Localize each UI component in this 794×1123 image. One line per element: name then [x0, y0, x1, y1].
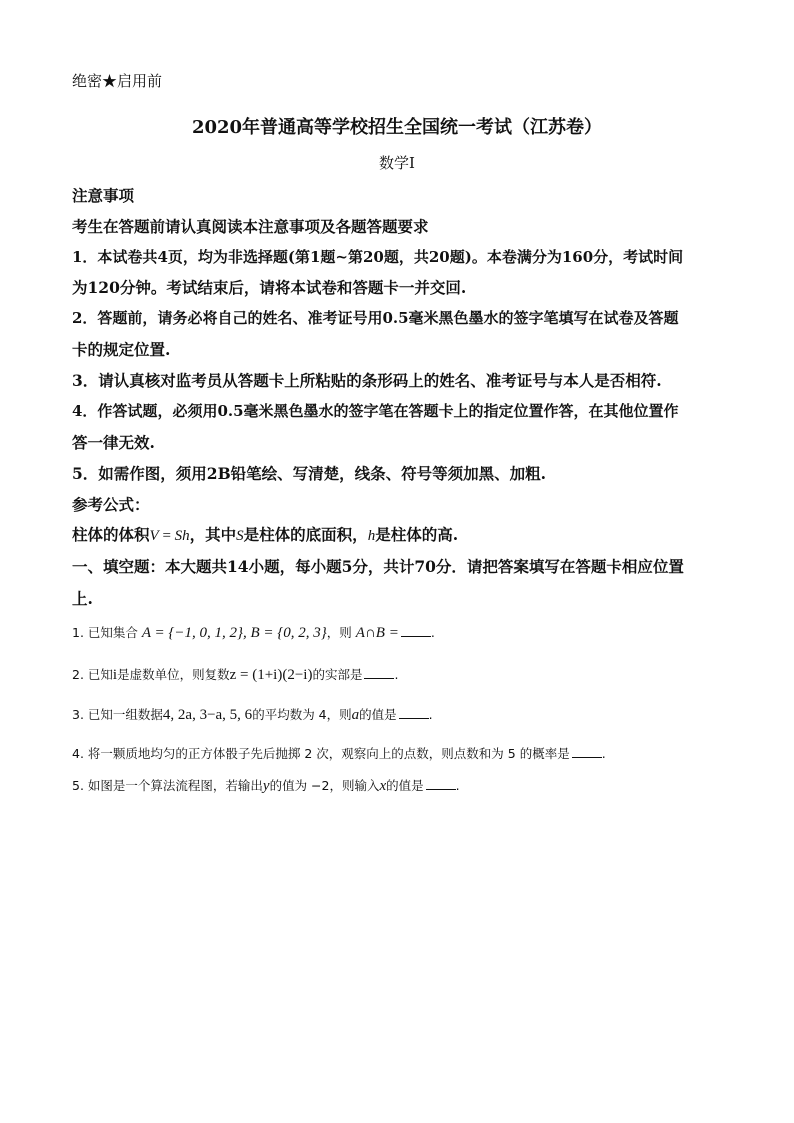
notice-item-2-line-2: 卡的规定位置.	[72, 340, 171, 359]
question-3-a: a	[351, 707, 360, 723]
question-5-x: x	[379, 778, 387, 794]
section-1-line-2: 上.	[72, 589, 93, 608]
formula-s: S	[236, 528, 244, 544]
notice-item-1-line-1: 1．本试卷共4页，均为非选择题(第1题~第20题，共20题)。本卷满分为160分，考试时间	[72, 248, 684, 266]
question-4	[72, 744, 606, 762]
notice-item-1-line-2: 为120分钟。考试结束后，请将本试卷和答题卡一并交回.	[72, 278, 467, 297]
question-5-end: .	[455, 778, 460, 793]
question-3-mid-1: 的平均数为 4，则	[252, 707, 352, 722]
question-1-sets: A = {−1, 0, 1, 2}, B = {0, 2, 3}	[141, 625, 327, 641]
answer-blank	[399, 717, 429, 719]
question-4-text: 4. 将一颗质地均匀的正方体骰子先后抛掷 2 次，观察向上的点数，则点数和为 5 的概率是	[72, 746, 570, 761]
question-3	[72, 705, 433, 724]
question-5-prefix: 5. 如图是一个算法流程图，若输出	[72, 778, 263, 793]
question-2-prefix: 2. 已知	[72, 667, 113, 682]
answer-blank	[572, 756, 602, 758]
question-3-data: 4, 2a, 3−a, 5, 6	[162, 707, 253, 723]
notice-item-3: 3．请认真核对监考员从答题卡上所粘贴的条形码上的姓名、准考证号与本人是否相符.	[72, 371, 662, 390]
question-1-end: .	[430, 625, 435, 640]
formula-heading: 参考公式：	[72, 495, 150, 514]
question-5-y: y	[262, 778, 270, 794]
formula-line	[72, 523, 724, 545]
question-2-mid-2: 的实部是	[312, 667, 363, 682]
answer-blank	[364, 677, 394, 679]
formula-h: h	[367, 528, 376, 544]
question-2-complex: z = (1+i)(2−i)	[229, 667, 313, 683]
formula-prefix: 柱体的体积	[72, 525, 150, 544]
question-5-mid-1: 的值为 −2，则输入	[269, 778, 380, 793]
question-5	[72, 776, 460, 795]
exam-title: 2020年普通高等学校招生全国统一考试（江苏卷）	[191, 117, 603, 138]
formula-mid-1: ，其中	[189, 525, 237, 544]
question-1	[72, 623, 435, 642]
subject-title: 数学Ⅰ	[379, 154, 415, 172]
question-2	[72, 665, 398, 684]
question-2-i: i	[112, 667, 118, 683]
question-2-end: .	[394, 667, 399, 682]
notice-intro: 考生在答题前请认真阅读本注意事项及各题答题要求	[72, 217, 429, 236]
notice-item-4-line-2: 答一律无效.	[72, 433, 155, 452]
question-3-prefix: 3. 已知一组数据	[72, 707, 163, 722]
formula-end: 是柱体的高.	[375, 525, 459, 544]
notice-item-5: 5．如需作图，须用2B铅笔绘、写清楚，线条、符号等须加黑、加粗.	[72, 464, 547, 483]
notice-heading: 注意事项	[72, 186, 135, 205]
notice-item-4-line-1: 4．作答试题，必须用0.5毫米黑色墨水的签字笔在答题卡上的指定位置作答，在其他位置作	[72, 402, 679, 420]
formula-sh: Sh	[174, 528, 190, 544]
formula-mid-2: 是柱体的底面积，	[243, 525, 368, 544]
answer-blank	[401, 635, 431, 637]
question-3-end: .	[428, 707, 433, 722]
question-1-prefix: 1. 已知集合	[72, 625, 142, 640]
formula-equals: =	[158, 528, 175, 544]
answer-blank	[426, 788, 456, 790]
notice-item-2-line-1: 2．答题前，请务必将自己的姓名、准考证号用0.5毫米黑色墨水的签字笔填写在试卷及答题	[72, 309, 679, 327]
formula-v: V	[149, 528, 159, 544]
question-1-mid: ，则	[326, 625, 356, 640]
question-3-mid-2: 的值是	[359, 707, 397, 722]
question-2-mid-1: 是虚数单位，则复数	[117, 667, 230, 682]
confidential-label: 绝密★启用前	[72, 72, 163, 90]
section-1-line-1: 一、填空题：本大题共14小题，每小题5分，共计70分．请把答案填写在答题卡相应位置	[72, 557, 684, 576]
question-5-mid-2: 的值是	[386, 778, 424, 793]
question-4-end: .	[601, 746, 606, 761]
question-1-intersection: A∩B =	[355, 625, 399, 641]
